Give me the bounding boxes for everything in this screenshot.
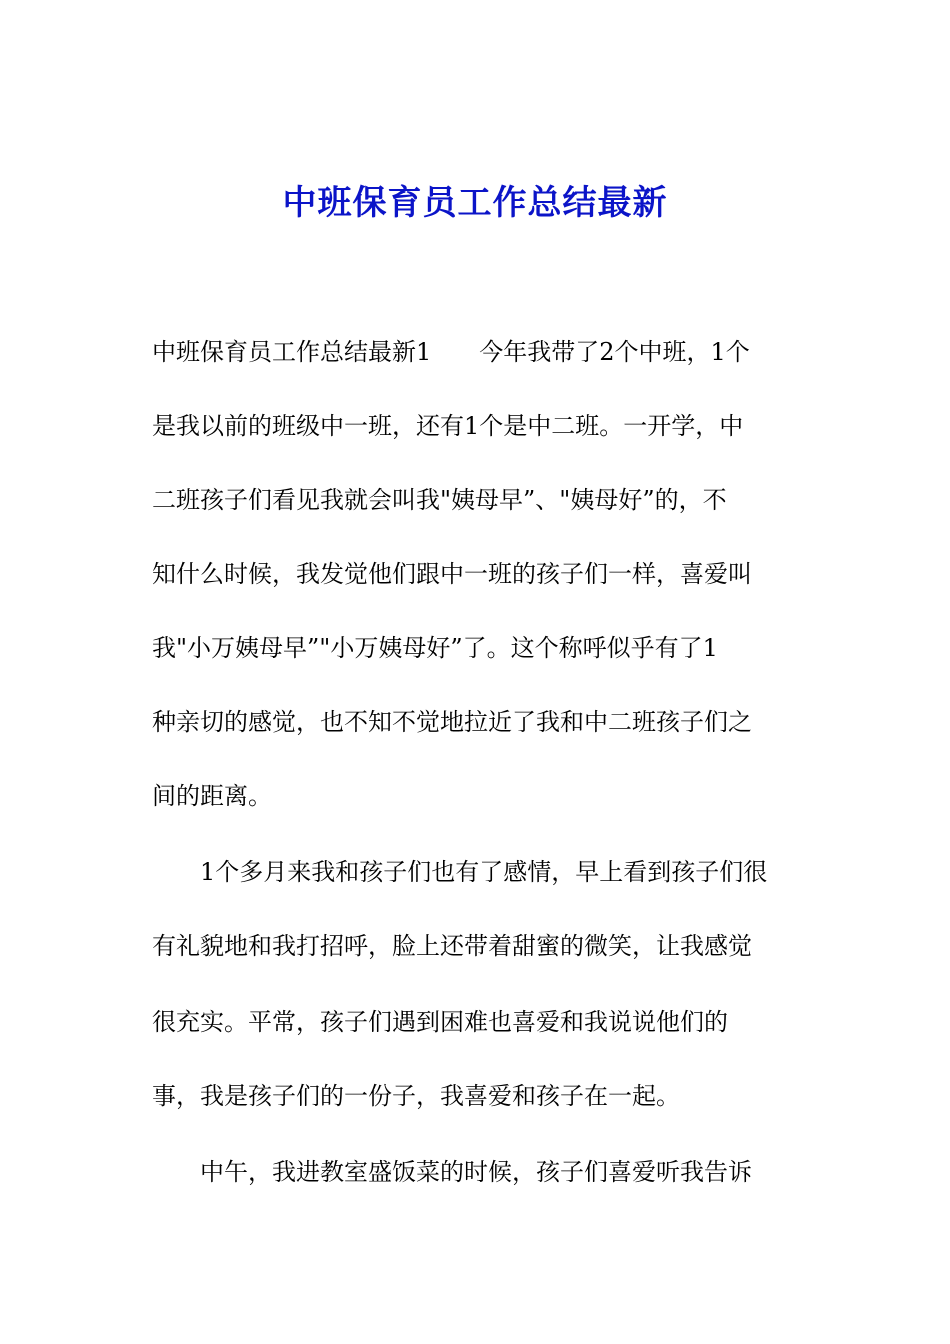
body-line: 中班保育员工作总结最新1 今年我带了2个中班，1个 xyxy=(152,338,750,366)
body-line: 我"小万姨母早”"小万姨母好”了。这个称呼似乎有了1 xyxy=(152,634,718,662)
document-title: 中班保育员工作总结最新 xyxy=(282,183,668,223)
body-line: 二班孩子们看见我就会叫我"姨母早”、"姨母好”的，不 xyxy=(152,486,727,514)
body-line: 很充实。平常，孩子们遇到困难也喜爱和我说说他们的 xyxy=(152,1008,728,1036)
body-line: 中午，我进教室盛饭菜的时候，孩子们喜爱听我告诉 xyxy=(152,1158,752,1186)
body-line: 间的距离。 xyxy=(152,782,272,810)
body-line: 种亲切的感觉，也不知不觉地拉近了我和中二班孩子们之 xyxy=(152,708,752,736)
body-line: 是我以前的班级中一班，还有1个是中二班。一开学，中 xyxy=(152,412,744,440)
body-line: 有礼貌地和我打招呼，脸上还带着甜蜜的微笑，让我感觉 xyxy=(152,932,752,960)
body-line: 1个多月来我和孩子们也有了感情，早上看到孩子们很 xyxy=(152,858,768,886)
body-line: 事，我是孩子们的一份子，我喜爱和孩子在一起。 xyxy=(152,1082,680,1110)
body-line: 知什么时候，我发觉他们跟中一班的孩子们一样，喜爱叫 xyxy=(152,560,752,588)
